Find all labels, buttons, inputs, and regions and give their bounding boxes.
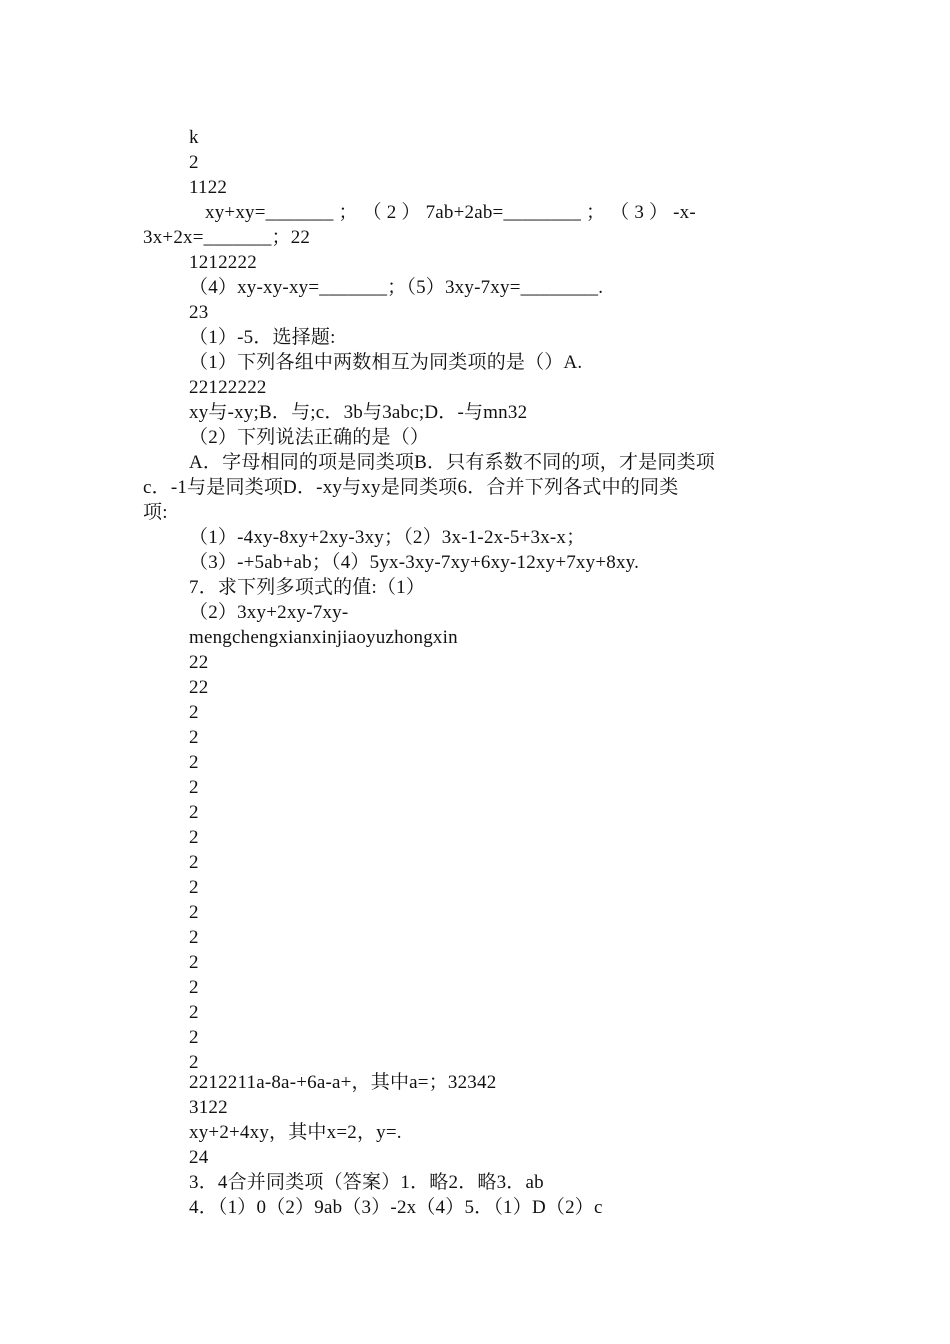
text-line: 1212222 — [189, 252, 257, 273]
text-line: A．字母相同的项是同类项B．只有系数不同的项，才是同类项 — [189, 452, 715, 473]
text-line: 2 — [189, 977, 199, 998]
text-line: 2 — [189, 852, 199, 873]
text-line: c．-1与是同类项D．-xy与xy是同类项6．合并下列各式中的同类 — [143, 477, 679, 498]
text-line: 3122 — [189, 1097, 228, 1118]
text-line: 22 — [189, 677, 209, 698]
text-line: 3．4合并同类项（答案）1．略2．略3．ab — [189, 1172, 544, 1193]
text-line: 1122 — [189, 177, 228, 198]
text-line: 2 — [189, 1052, 199, 1073]
text-line: 3x+2x=_______；22 — [143, 227, 311, 248]
text-line: 2 — [189, 902, 199, 923]
text-line: （2）下列说法正确的是（） — [189, 427, 430, 448]
text-line: xy+xy=_______ ； （ 2 ） 7ab+2ab=________ ； （ 3 ） -x- — [205, 202, 696, 223]
text-line: （3）-+5ab+ab；（4）5yx-3xy-7xy+6xy-12xy+7xy+8xy. — [189, 552, 640, 573]
text-line: （1）下列各组中两数相互为同类项的是（）A. — [189, 352, 583, 373]
text-line: xy+2+4xy，其中x=2，y=. — [189, 1122, 402, 1143]
text-line: mengchengxianxinjiaoyuzhongxin — [189, 627, 458, 648]
text-line: 2 — [189, 802, 199, 823]
text-line: （4）xy-xy-xy=_______；（5）3xy-7xy=________. — [189, 277, 604, 298]
text-line: 2 — [189, 952, 199, 973]
text-line: 2 — [189, 777, 199, 798]
text-line: （1）-5．选择题: — [189, 327, 336, 348]
text-line: （2）3xy+2xy-7xy- — [189, 602, 349, 623]
text-line: 7．求下列多项式的值:（1） — [189, 577, 426, 598]
text-line: k — [189, 127, 199, 148]
text-line: 2 — [189, 1027, 199, 1048]
text-line: 2 — [189, 752, 199, 773]
text-line: 项: — [143, 502, 168, 523]
text-line: 2 — [189, 727, 199, 748]
text-line: 4．（1）0（2）9ab（3）-2x（4）5．（1）D（2）c — [189, 1197, 603, 1218]
text-line: xy与-xy;B．与;c．3b与3abc;D．-与mn32 — [189, 402, 528, 423]
text-line: 2 — [189, 702, 199, 723]
text-line: 22 — [189, 652, 209, 673]
text-line: 24 — [189, 1147, 209, 1168]
text-line: 2 — [189, 827, 199, 848]
text-line: 2 — [189, 152, 199, 173]
text-line: 2212211a-8a-+6a-a+，其中a=；32342 — [189, 1072, 497, 1093]
text-line: 2 — [189, 927, 199, 948]
text-line: 2 — [189, 877, 199, 898]
text-line: 23 — [189, 302, 209, 323]
text-line: 22122222 — [189, 377, 267, 398]
text-line: （1）-4xy-8xy+2xy-3xy；（2）3x-1-2x-5+3x-x； — [189, 527, 586, 548]
text-line: 2 — [189, 1002, 199, 1023]
